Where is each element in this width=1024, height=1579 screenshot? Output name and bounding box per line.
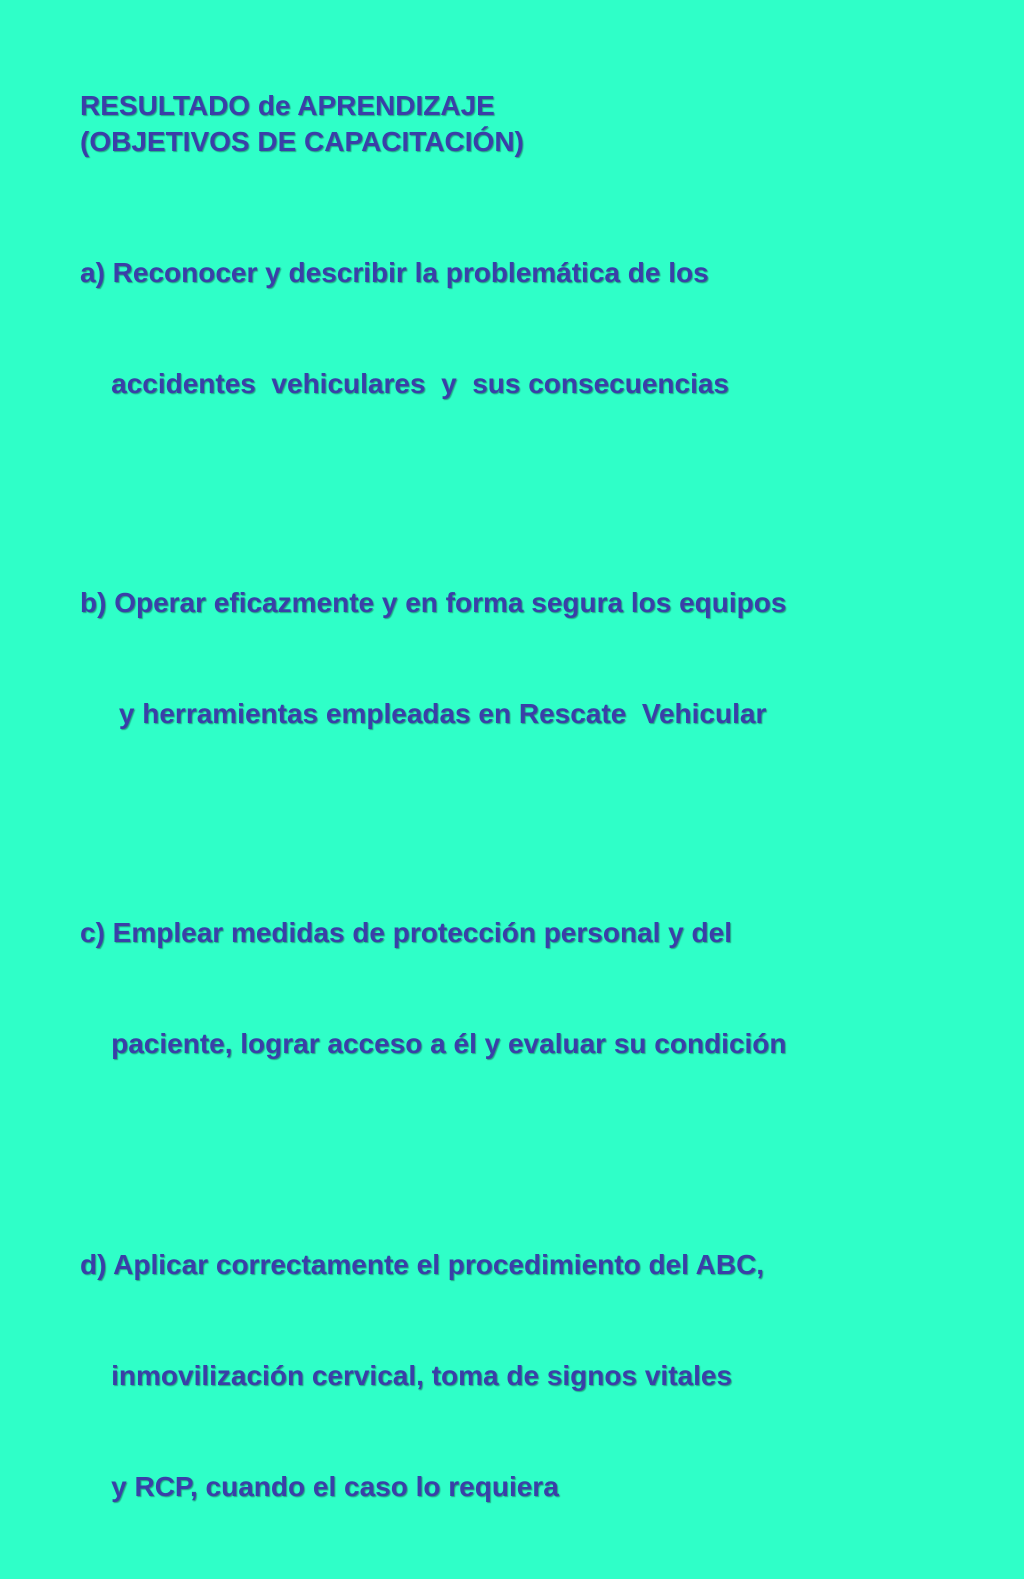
objective-c xyxy=(80,840,980,1136)
objective-c-line-1: c) Emplear medidas de protección personal y del xyxy=(80,917,732,948)
objective-a-line-2: accidentes vehiculares y sus consecuencias xyxy=(80,368,730,399)
objective-a-line-1: a) Reconocer y describir la problemática de los xyxy=(80,257,709,288)
objective-d-line-3: y RCP, cuando el caso lo requiera xyxy=(80,1471,559,1502)
objective-b xyxy=(80,510,980,806)
slide-content xyxy=(80,88,980,1579)
heading-line-1: RESULTADO de APRENDIZAJE xyxy=(80,90,495,121)
objective-d-line-2: inmovilización cervical, toma de signos vitales xyxy=(80,1360,733,1391)
objective-d xyxy=(80,1172,980,1579)
objective-b-line-2: y herramientas empleadas en Rescate Vehicular xyxy=(80,698,767,729)
objective-d-line-1: d) Aplicar correctamente el procedimiento del ABC, xyxy=(80,1249,765,1280)
slide-heading xyxy=(80,88,980,160)
objective-c-line-2: paciente, lograr acceso a él y evaluar su condición xyxy=(80,1028,787,1059)
objective-b-line-1: b) Operar eficazmente y en forma segura los equipos xyxy=(80,587,787,618)
heading-line-2: (OBJETIVOS DE CAPACITACIÓN) xyxy=(80,126,524,157)
objective-a xyxy=(80,180,980,476)
